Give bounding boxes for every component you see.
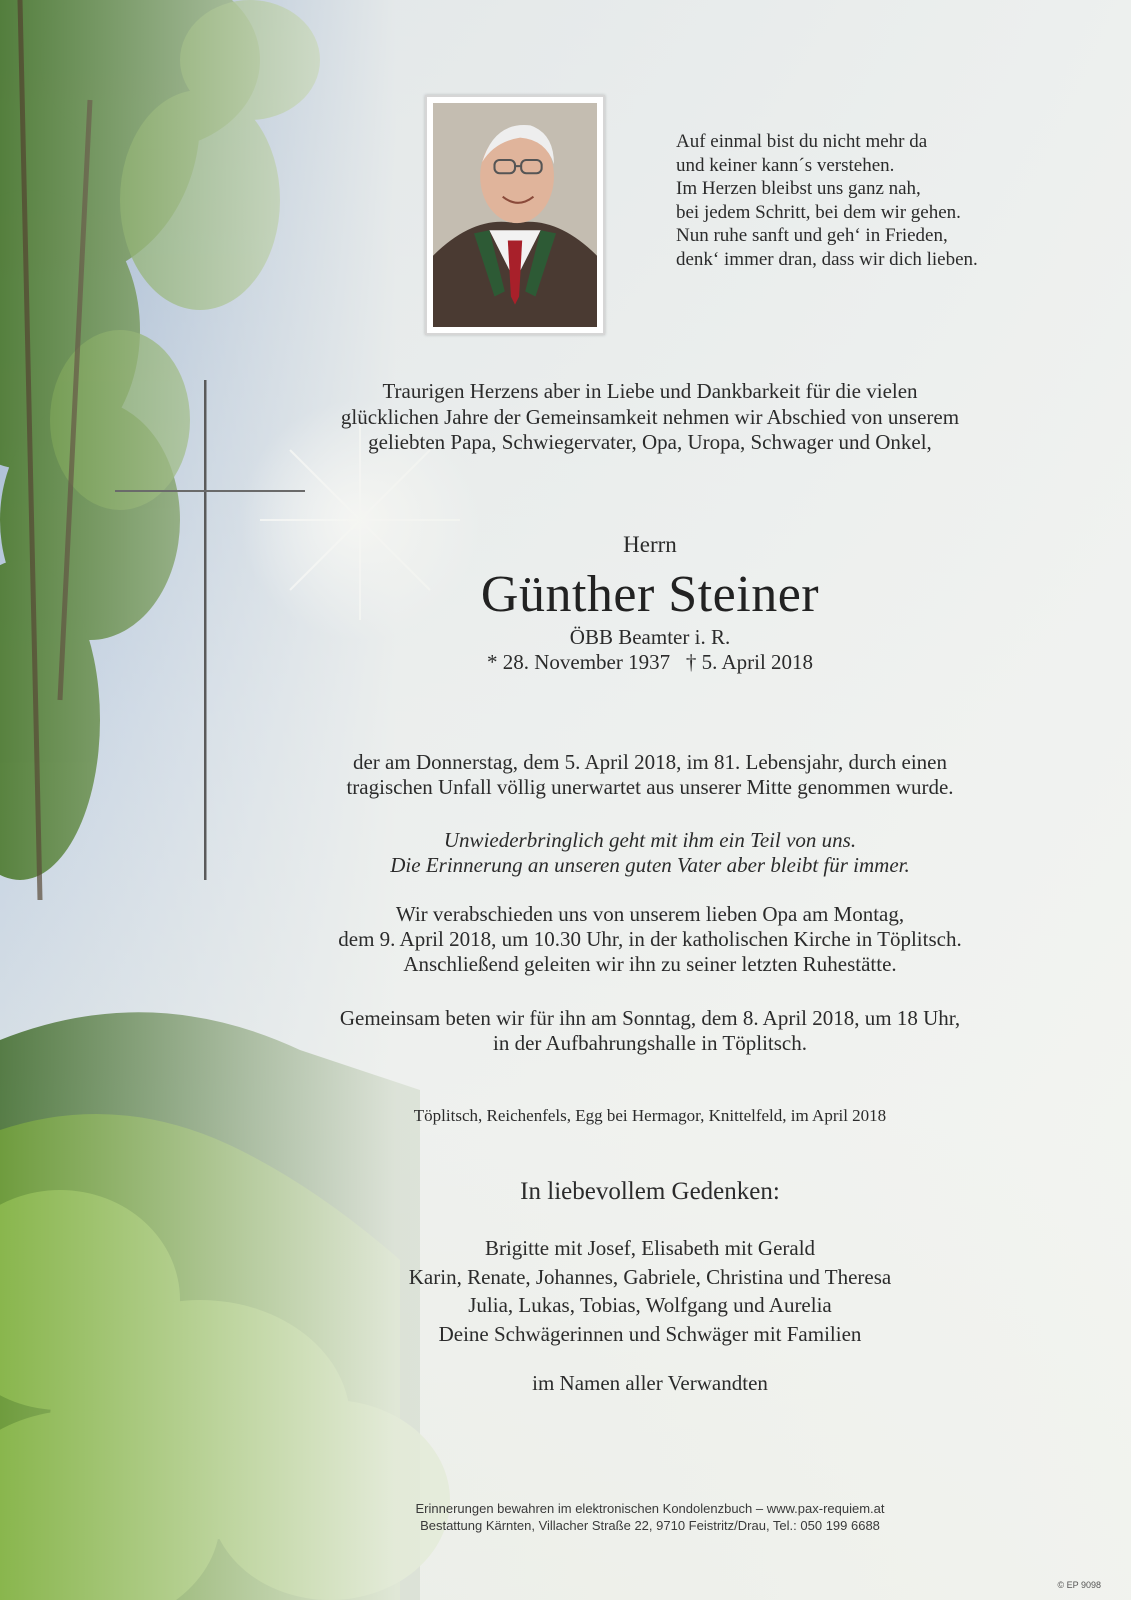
relatives-text: im Namen aller Verwandten (532, 1371, 768, 1395)
passing-line: tragischen Unfall völlig unerwartet aus unserer Mitte genommen wurde. (346, 775, 954, 799)
intro-line: glücklichen Jahre der Gemeinsamkeit nehmen wir Abschied von unserem (340, 404, 960, 429)
quote-line: Die Erinnerung an unseren guten Vater aber bleibt für immer. (390, 853, 910, 877)
salutation: Herrn (623, 532, 677, 557)
place-date: Töplitsch, Reichenfels, Egg bei Hermagor, Knittelfeld, im April 2018 (413, 1106, 887, 1125)
mourners-list (250, 1234, 1050, 1348)
poem-line: Im Herzen bleibst uns ganz nah, (676, 178, 921, 199)
mourner-line: Julia, Lukas, Tobias, Wolfgang und Aurelia (468, 1293, 832, 1317)
quote-text (250, 828, 1050, 878)
portrait-photo (425, 95, 605, 335)
mourner-line: Deine Schwägerinnen und Schwäger mit Familien (438, 1321, 862, 1346)
funeral-line: Anschließend geleiten wir ihn zu seiner letzten Ruhestätte. (403, 952, 897, 976)
footer-condolence-line: Erinnerungen bewahren im elektronischen Kondolenzbuch – www.pax-requiem.at (415, 1501, 885, 1516)
poem-line: denk‘ immer dran, dass wir dich lieben. (676, 248, 978, 270)
funeral-line: Wir verabschieden uns von unserem lieben Opa am Montag, (395, 902, 905, 926)
prayer-line: in der Aufbahrungshalle in Töplitsch. (493, 1031, 807, 1055)
print-code: © EP 9098 (1057, 1580, 1101, 1590)
footer-address-line: Bestattung Kärnten, Villacher Straße 22, 9710 Feistritz/Drau, Tel.: 050 199 6688 (420, 1518, 880, 1533)
deceased-profession: ÖBB Beamter i. R. (569, 625, 731, 649)
poem (676, 130, 978, 271)
mourner-line: Brigitte mit Josef, Elisabeth mit Gerald (484, 1236, 816, 1260)
prayer-line: Gemeinsam beten wir für ihn am Sonntag, dem 8. April 2018, um 18 Uhr, (339, 1006, 961, 1030)
poem-line: und keiner kann´s verstehen. (676, 154, 895, 176)
poem-line: bei jedem Schritt, bei dem wir gehen. (676, 201, 961, 223)
quote-line: Unwiederbringlich geht mit ihm ein Teil von uns. (443, 828, 857, 852)
funeral-line: dem 9. April 2018, um 10.30 Uhr, in der katholischen Kirche in Töplitsch. (338, 927, 962, 951)
prayer-text (250, 1006, 1050, 1056)
poem-line: Auf einmal bist du nicht mehr da (676, 131, 928, 152)
poem-line: Nun ruhe sanft und geh‘ in Frieden, (676, 225, 948, 246)
intro-line: geliebten Papa, Schwiegervater, Opa, Uropa, Schwager und Onkel, (368, 430, 932, 454)
deceased-name: Günther Steiner (480, 566, 820, 623)
passing-text (250, 750, 1050, 800)
funeral-text (250, 902, 1050, 977)
passing-line: der am Donnerstag, dem 5. April 2018, im 81. Lebensjahr, durch einen (352, 750, 947, 774)
intro-text (250, 379, 1050, 456)
mourner-line: Karin, Renate, Johannes, Gabriele, Christina und Theresa (408, 1264, 892, 1289)
portrait-image (433, 103, 597, 327)
intro-line: Traurigen Herzens aber in Liebe und Dankbarkeit für die vielen (382, 379, 918, 403)
memory-heading: In liebevollem Gedenken: (520, 1178, 780, 1205)
life-dates: * 28. November 1937 † 5. April 2018 (486, 650, 814, 674)
footer (250, 1500, 1050, 1534)
